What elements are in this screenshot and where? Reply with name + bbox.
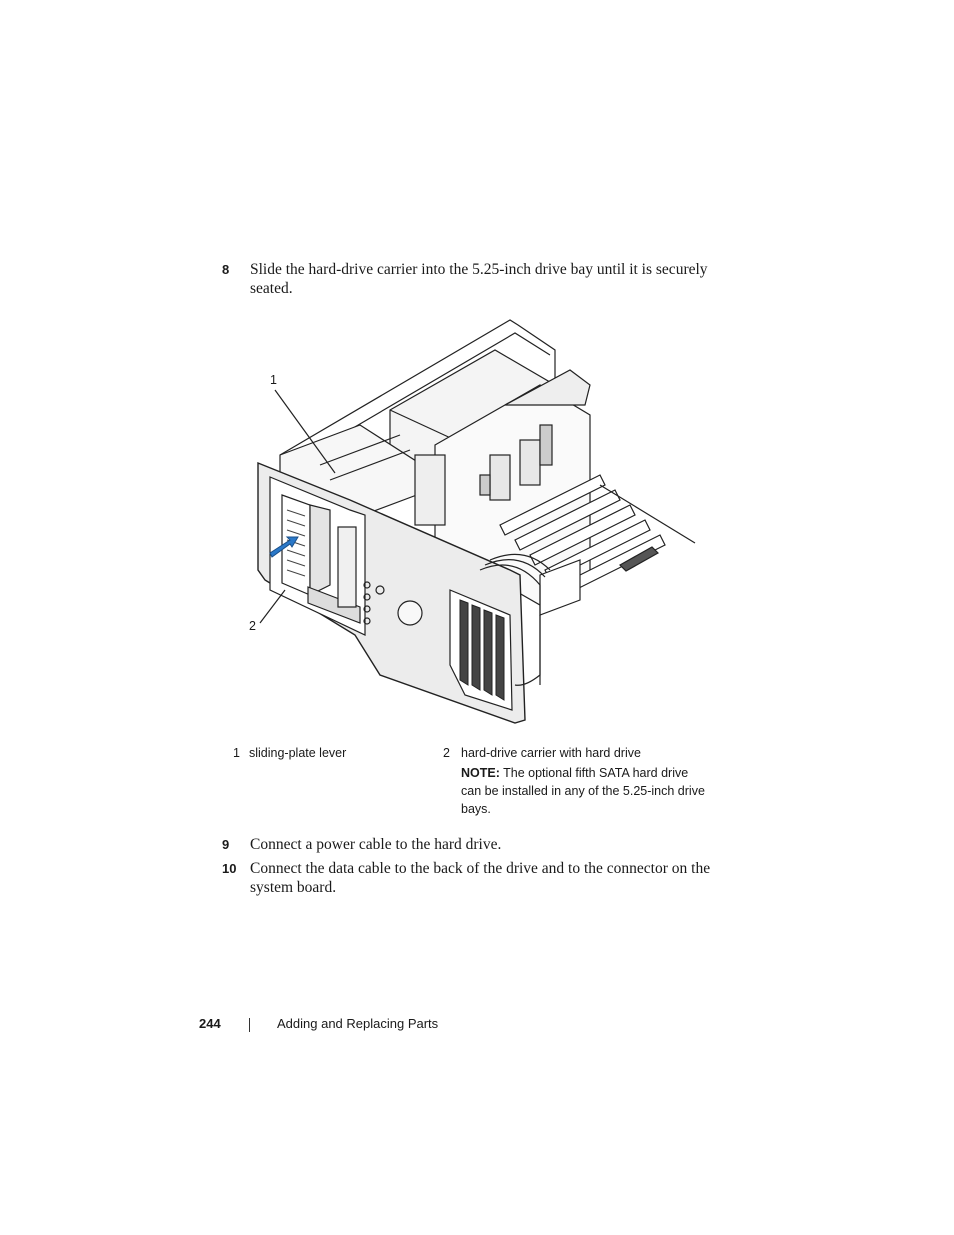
page-number: 244 xyxy=(199,1016,221,1031)
computer-chassis-illustration xyxy=(240,315,710,730)
callout-1-label: 1 xyxy=(270,373,277,387)
step-text: Slide the hard-drive carrier into the 5.25-inch drive bay until it is securely seated. xyxy=(250,261,708,297)
note-label: NOTE: xyxy=(461,766,500,780)
note-text: The optional fifth SATA hard drive can be installed in any of the 5.25-inch drive bays. xyxy=(461,766,705,816)
callout-2-leader xyxy=(260,590,285,623)
legend-label: hard-drive carrier with hard drive xyxy=(461,746,641,760)
note-block xyxy=(461,764,711,818)
footer-divider xyxy=(249,1018,250,1032)
step-text: Connect a power cable to the hard drive. xyxy=(250,836,502,853)
power-button xyxy=(398,601,422,625)
legend-number: 1 xyxy=(233,746,240,760)
chassis-drawing xyxy=(240,315,710,730)
step-number: 9 xyxy=(222,837,230,852)
section-title: Adding and Replacing Parts xyxy=(277,1016,439,1031)
step-number: 8 xyxy=(222,262,230,277)
callout-2-label: 2 xyxy=(249,619,256,633)
step-number: 10 xyxy=(222,861,237,876)
legend-number: 2 xyxy=(443,746,450,760)
legend-label: sliding-plate lever xyxy=(249,746,347,760)
step-text: Connect the data cable to the back of the drive and to the connector on the system board. xyxy=(250,860,711,896)
